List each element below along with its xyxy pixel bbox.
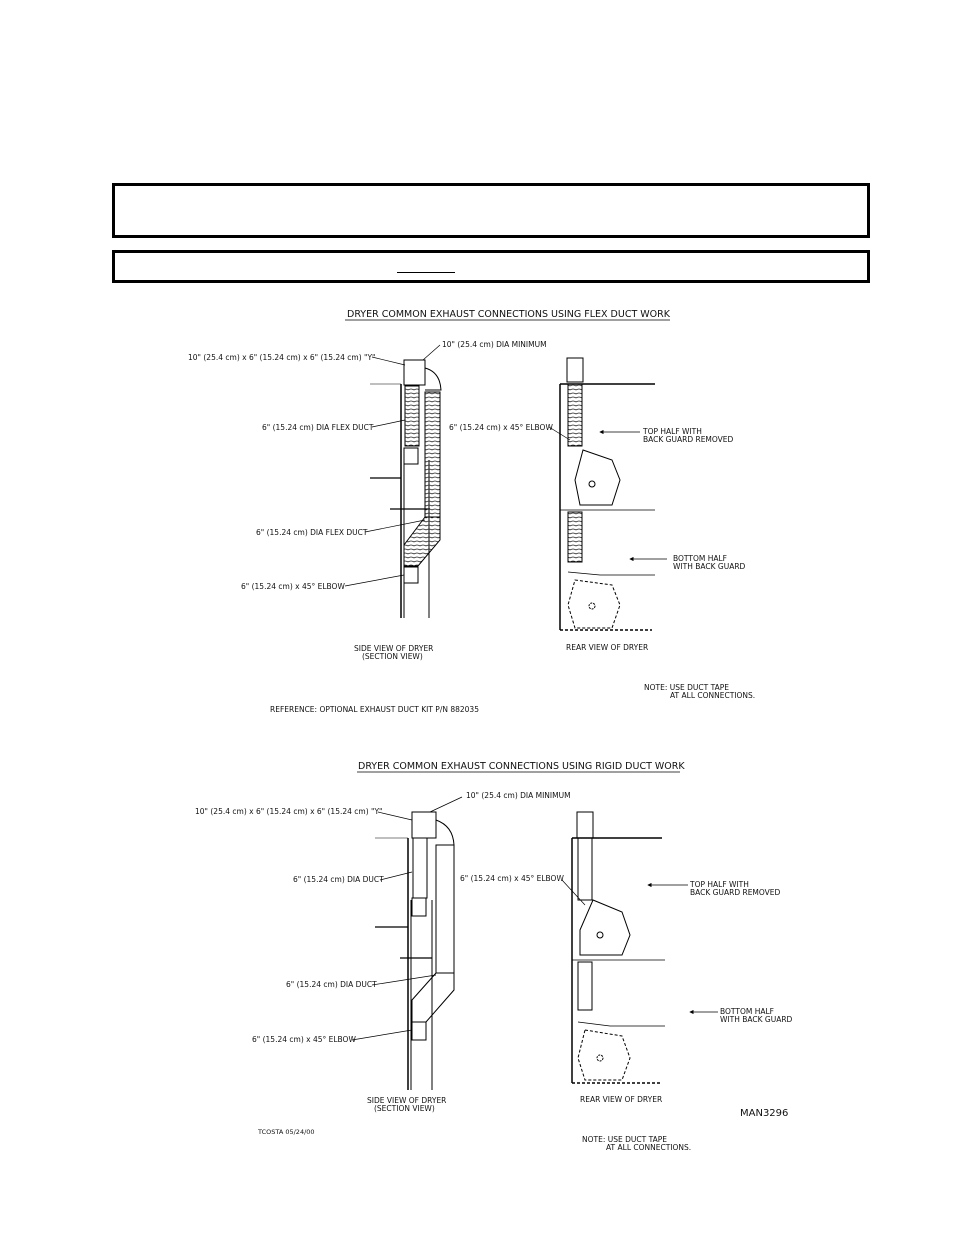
flex-label-flex-duct-1: 6" (15.24 cm) DIA FLEX DUCT bbox=[262, 423, 374, 432]
rigid-label-duct-2: 6" (15.24 cm) DIA DUCT bbox=[286, 980, 377, 989]
rigid-note-2: AT ALL CONNECTIONS. bbox=[606, 1143, 692, 1152]
flex-label-top-half-2: BACK GUARD REMOVED bbox=[643, 435, 734, 444]
flex-side-view-2: (SECTION VIEW) bbox=[362, 652, 423, 661]
flex-note-2: AT ALL CONNECTIONS. bbox=[670, 691, 756, 700]
flex-title: DRYER COMMON EXHAUST CONNECTIONS USING FLEX DUCT WORK bbox=[347, 309, 670, 320]
flex-label-y: 10" (25.4 cm) x 6" (15.24 cm) x 6" (15.24 cm) "Y" bbox=[188, 353, 376, 362]
rigid-section bbox=[352, 772, 718, 1090]
rigid-author: TCOSTA 05/24/00 bbox=[258, 1128, 315, 1136]
flex-label-dia-min: 10" (25.4 cm) DIA MINIMUM bbox=[442, 340, 547, 349]
flex-section bbox=[345, 320, 670, 630]
rigid-note-1: NOTE: USE DUCT TAPE bbox=[582, 1135, 667, 1144]
rigid-label-bottom-half-2: WITH BACK GUARD bbox=[720, 1015, 793, 1024]
flex-note-1: NOTE: USE DUCT TAPE bbox=[644, 683, 729, 692]
flex-rear-view: REAR VIEW OF DRYER bbox=[566, 643, 649, 652]
flex-label-flex-duct-2: 6" (15.24 cm) DIA FLEX DUCT bbox=[256, 528, 368, 537]
rigid-label-duct-1: 6" (15.24 cm) DIA DUCT bbox=[293, 875, 384, 884]
flex-label-elbow-rear: 6" (15.24 cm) x 45° ELBOW bbox=[449, 423, 553, 432]
rigid-label-top-half-2: BACK GUARD REMOVED bbox=[690, 888, 781, 897]
rigid-label-elbow-side: 6" (15.24 cm) x 45° ELBOW bbox=[252, 1035, 356, 1044]
rigid-label-dia-min: 10" (25.4 cm) DIA MINIMUM bbox=[466, 791, 571, 800]
flex-reference: REFERENCE: OPTIONAL EXHAUST DUCT KIT P/N 882035 bbox=[270, 705, 479, 714]
rigid-label-top-half-1: TOP HALF WITH bbox=[690, 880, 749, 889]
rigid-rear-view: REAR VIEW OF DRYER bbox=[580, 1095, 663, 1104]
flex-label-top-half-1: TOP HALF WITH bbox=[643, 427, 702, 436]
rigid-drawing-number: MAN3296 bbox=[740, 1108, 789, 1119]
rigid-label-bottom-half-1: BOTTOM HALF bbox=[720, 1007, 774, 1016]
rigid-side-view-2: (SECTION VIEW) bbox=[374, 1104, 435, 1113]
flex-label-bottom-half-1: BOTTOM HALF bbox=[673, 554, 727, 563]
rigid-label-y: 10" (25.4 cm) x 6" (15.24 cm) x 6" (15.24 cm) "Y" bbox=[195, 807, 383, 816]
rigid-side-view-1: SIDE VIEW OF DRYER bbox=[367, 1096, 447, 1105]
flex-side-view-1: SIDE VIEW OF DRYER bbox=[354, 644, 434, 653]
flex-label-bottom-half-2: WITH BACK GUARD bbox=[673, 562, 746, 571]
rigid-labels bbox=[195, 761, 793, 1152]
flex-label-elbow-side: 6" (15.24 cm) x 45° ELBOW bbox=[241, 582, 345, 591]
flex-labels bbox=[188, 309, 755, 714]
rigid-title: DRYER COMMON EXHAUST CONNECTIONS USING RIGID DUCT WORK bbox=[358, 761, 685, 772]
rigid-label-elbow-rear: 6" (15.24 cm) x 45° ELBOW bbox=[460, 874, 564, 883]
